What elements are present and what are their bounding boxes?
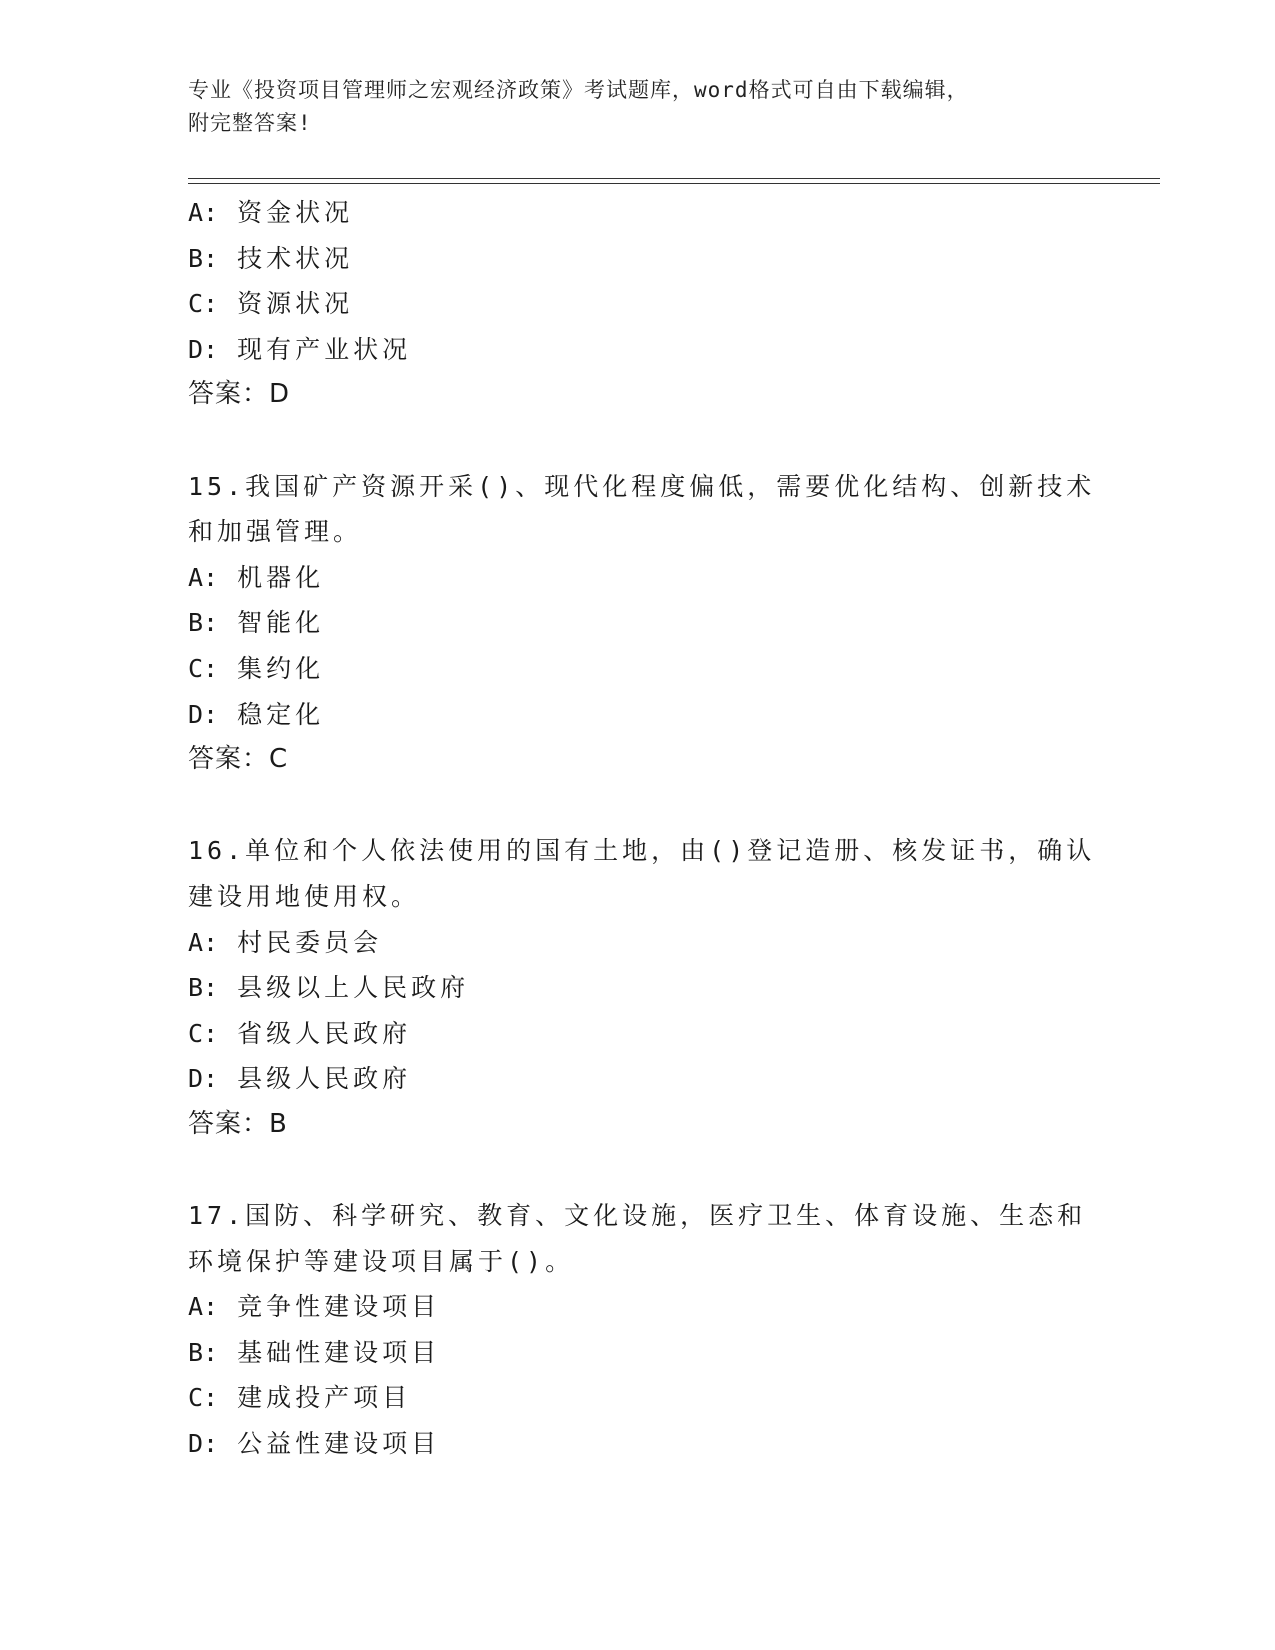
- question-stem: 15.我国矿产资源开采()、现代化程度偏低，需要优化结构、创新技术: [188, 471, 1096, 501]
- header-divider-bottom: [188, 183, 1160, 184]
- option-d: D: 公益性建设项目: [188, 1429, 441, 1459]
- question-15: [188, 464, 1096, 783]
- option-c: C: 集约化: [188, 653, 325, 683]
- question-16: [188, 828, 1096, 1147]
- question-list: [188, 190, 1096, 1467]
- option-d: D: 县级人民政府: [188, 1064, 412, 1094]
- question-stem: 16.单位和个人依法使用的国有土地，由()登记造册、核发证书，确认: [188, 836, 1096, 866]
- option-a: A: 资金状况: [188, 198, 354, 227]
- option-b: B: 技术状况: [188, 243, 354, 273]
- question-stem: 17.国防、科学研究、教育、文化设施，医疗卫生、体育设施、生态和: [188, 1201, 1087, 1231]
- header-line-2: 附完整答案!: [188, 111, 312, 135]
- option-c: C: 省级人民政府: [188, 1018, 412, 1048]
- option-d: D: 稳定化: [188, 699, 325, 729]
- option-b: B: 县级以上人民政府: [188, 973, 470, 1003]
- answer-line: 答案：D: [188, 379, 291, 410]
- option-a: A: 机器化: [188, 562, 325, 592]
- option-a: A: 村民委员会: [188, 927, 383, 957]
- document-header: [188, 74, 1088, 140]
- answer-line: 答案：B: [188, 1108, 288, 1139]
- question-stem-continued: 和加强管理。: [188, 517, 363, 547]
- question-stem-continued: 建设用地使用权。: [188, 881, 421, 911]
- question-17: [188, 1193, 1088, 1467]
- header-divider-top: [188, 178, 1160, 179]
- option-c: C: 资源状况: [188, 289, 354, 319]
- answer-line: 答案：C: [188, 744, 289, 775]
- option-c: C: 建成投产项目: [188, 1383, 412, 1413]
- option-d: D: 现有产业状况: [188, 334, 412, 364]
- option-b: B: 智能化: [188, 608, 325, 638]
- question-14-options: [188, 190, 1088, 418]
- header-line-1: 专业《投资项目管理师之宏观经济政策》考试题库，word格式可自由下载编辑，: [188, 78, 969, 102]
- option-a: A: 竞争性建设项目: [188, 1292, 441, 1322]
- question-stem-continued: 环境保护等建设项目属于()。: [188, 1246, 575, 1276]
- option-b: B: 基础性建设项目: [188, 1337, 441, 1367]
